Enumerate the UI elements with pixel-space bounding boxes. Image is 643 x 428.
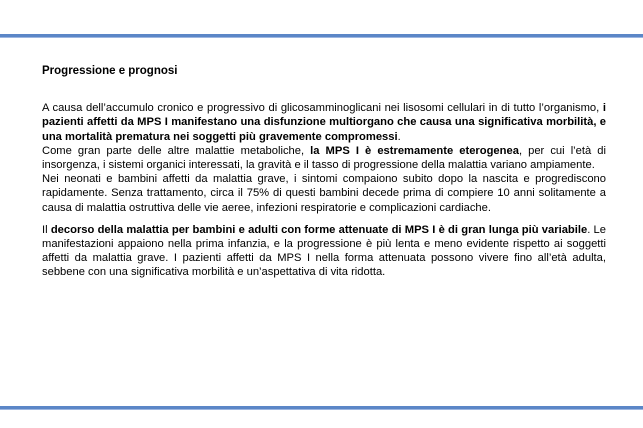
document-body bbox=[42, 64, 606, 280]
top-divider bbox=[0, 34, 643, 38]
paragraph-heterogeneity bbox=[42, 144, 606, 172]
paragraph-heterogeneity-text: Come gran parte delle altre malattie metaboliche, bbox=[42, 144, 311, 157]
paragraph-attenuated-forms bbox=[42, 223, 606, 280]
paragraph-attenuated-forms-emphasis: decorso della malattia per bambini e adulti con forme attenuate di MPS I è di gran lunga più variabile bbox=[50, 223, 588, 236]
paragraph-severe-disease bbox=[42, 172, 606, 215]
paragraph-accumulation-emphasis: i pazienti affetti da MPS I manifestano una disfunzione multiorgano che causa una significativa morbilità, e una mortalità prematura nei soggetti più gravemente compromessi bbox=[42, 102, 606, 143]
paragraph-severe-disease-text: Nei neonati e bambini affetti da malattia grave, i sintomi compaiono subito dopo la nascita e progrediscono rapidamente. Senza trattamento, circa il 75% di questi bambini decede prima di compiere 10 anni solitamente a causa di malattia ostruttiva delle vie aeree, infezioni respiratorie e complicazioni cardiache. bbox=[42, 173, 606, 214]
paragraph-accumulation-end: . bbox=[397, 130, 401, 143]
paragraph-attenuated-forms-text: Il bbox=[42, 223, 51, 236]
bottom-divider bbox=[0, 406, 643, 410]
paragraph-accumulation-text: A causa dell’accumulo cronico e progressivo di glicosamminoglicani nei lisosomi cellulari in di tutto l’organismo, bbox=[42, 102, 603, 115]
section-heading: Progressione e prognosi bbox=[42, 65, 178, 77]
paragraph-accumulation bbox=[42, 101, 606, 144]
paragraph-heterogeneity-end: , per cui l’età di insorgenza, i sistemi organici interessati, la gravità e il tasso di progressione della malattia variano ampiamente. bbox=[42, 144, 606, 172]
paragraph-attenuated-forms-end: . Le manifestazioni appaiono nella prima infanzia, e la progressione è più lenta e meno evidente rispetto ai soggetti affetti da malattia grave. I pazienti affetti da MPS I nella forma attenuata possono vivere fino all’età adulta, sebbene con una significativa morbilità e un’aspettativa di vita ridotta. bbox=[42, 223, 606, 279]
paragraph-heterogeneity-emphasis: la MPS I è estremamente eterogenea bbox=[310, 144, 519, 157]
